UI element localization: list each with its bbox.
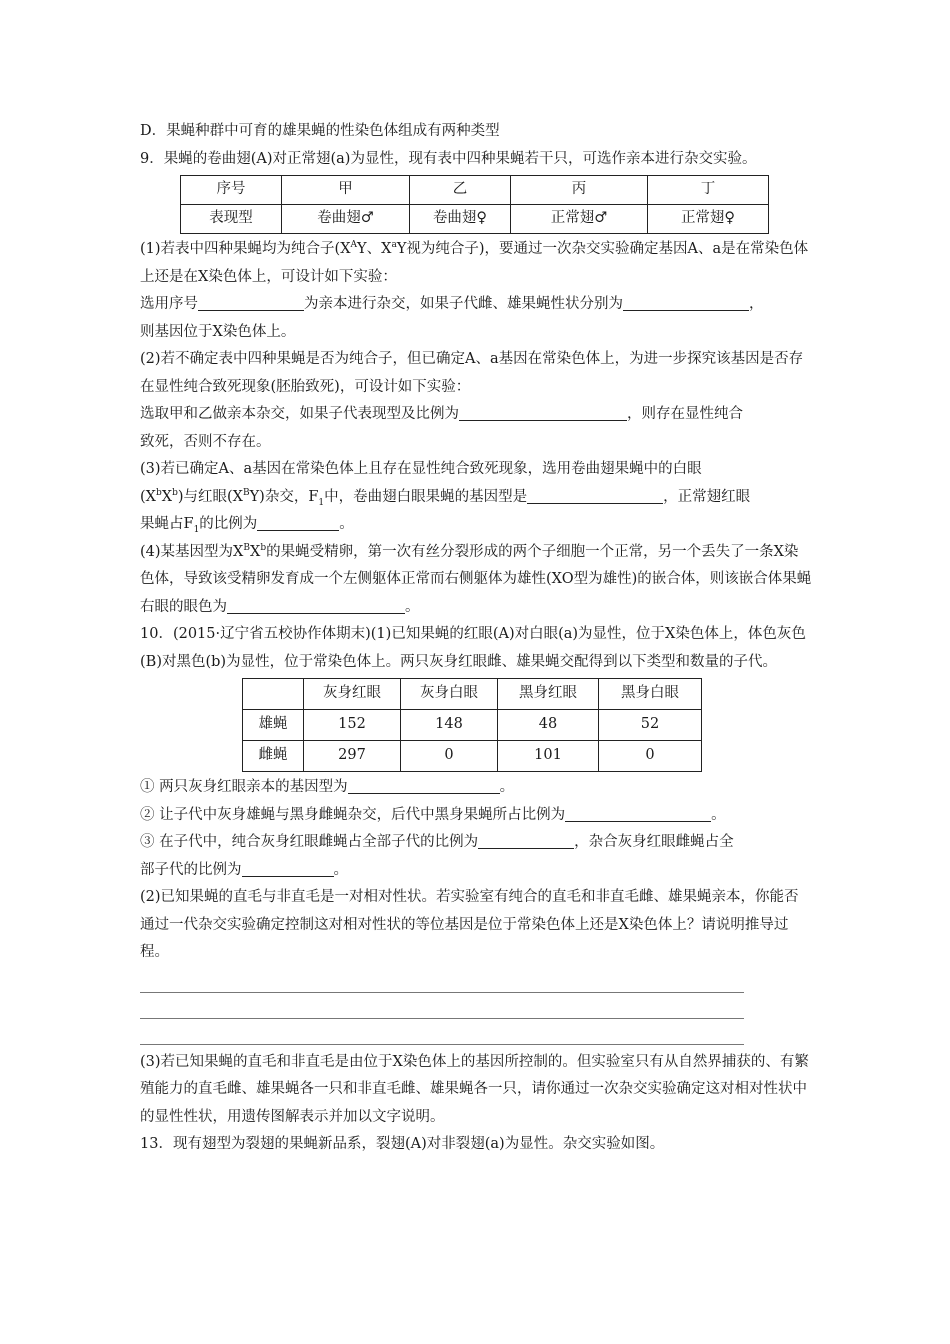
text-run: 为亲本进行杂交，如果子代雌、雄果蝇性状分别为 [304, 296, 623, 312]
document-page [140, 118, 812, 1159]
table-cell: 101 [498, 741, 599, 772]
superscript: b [172, 487, 178, 498]
table-row [181, 176, 769, 205]
question-9-part-4 [140, 539, 812, 622]
answer-blank[interactable] [459, 402, 627, 421]
question-9-part-1-answer [140, 291, 812, 319]
text-run: 。 [339, 516, 354, 532]
text-run: 。 [405, 598, 420, 615]
text-run: ③ 在子代中，纯合灰身红眼雌蝇占全部子代的比例为 [140, 834, 479, 850]
text-run: 果蝇占F [140, 516, 194, 532]
text-run: )与红眼(X [177, 488, 243, 505]
text-run: 。 [711, 806, 726, 823]
table-cell: 卷曲翅♀ [410, 205, 511, 234]
text-run: ，则存在显性纯合 [627, 406, 743, 422]
question-9-part-1 [140, 236, 812, 291]
question-9-table [180, 175, 769, 234]
answer-blank[interactable] [227, 595, 405, 614]
text-run: ， [749, 296, 764, 312]
question-10-part-3: (3)若已知果蝇的直毛和非直毛是由位于X染色体上的基因所控制的。但实验室只有从自然界捕获的、有繁殖能力的直毛雌、雄果蝇各一只和非直毛雌、雄果蝇各一只，请你通过一次杂交实验确定这对相对性状中的显性性状，用遗传图解表示并加以文字说明。 [140, 1053, 809, 1125]
question-10-table [242, 678, 702, 772]
table-cell: 丁 [648, 176, 769, 205]
text-run: Y)杂交，F [249, 488, 319, 505]
text-run: ，杂合灰身红眼雌蝇占全 [574, 834, 734, 850]
question-10-part-2: (2)已知果蝇的直毛与非直毛是一对相对性状。若实验室有纯合的直毛和非直毛雌、雄果蝇亲本，你能否通过一代杂交实验确定控制这对相对性状的等位基因是位于常染色体上还是X染色体上？请说明推导过程。 [140, 889, 799, 960]
text-run: ① 两只灰身红眼亲本的基因型为 [140, 779, 348, 795]
question-10-part-1-2 [140, 802, 812, 830]
table-cell: 正常翅♂ [511, 205, 648, 234]
text-run: (X [140, 488, 156, 505]
text-run: X [161, 488, 173, 505]
answer-blank[interactable] [623, 292, 749, 311]
text-run: ② 让子代中灰身雄蝇与黑身雌蝇杂交，后代中黑身果蝇所占比例为 [140, 806, 566, 823]
table-cell: 152 [304, 710, 401, 741]
table-cell: 表现型 [181, 205, 282, 234]
superscript: a [391, 240, 397, 251]
text-run: Y视为纯合子)，要通过一次杂交实验确定基因A、a是在常染色体上还是在X染色体上，可设计如下实验： [140, 241, 809, 285]
table-cell: 297 [304, 741, 401, 772]
table-cell: 雄蝇 [243, 710, 304, 741]
question-9-stem: 9．果蝇的卷曲翅(A)对正常翅(a)为显性，现有表中四种果蝇若干只，可选作亲本进行杂交实验。 [140, 150, 757, 167]
answer-blank[interactable] [478, 830, 574, 849]
table-cell: 卷曲翅♂ [282, 205, 410, 234]
table-row [243, 679, 702, 710]
table-cell: 正常翅♀ [648, 205, 769, 234]
table-cell: 0 [599, 741, 702, 772]
answer-blank[interactable] [198, 292, 304, 311]
text-run: (3)若已确定A、a基因在常染色体上且存在显性纯合致死现象，选用卷曲翅果蝇中的白眼 [140, 461, 702, 477]
answer-blank[interactable] [257, 512, 339, 531]
text-run: X [250, 543, 261, 560]
table-row [243, 710, 702, 741]
text-run: (1)若表中四种果蝇均为纯合子(X [140, 241, 351, 257]
question-10-part-1-3 [140, 829, 812, 884]
text-run: (4)某基因型为X [140, 543, 244, 560]
table-cell: 甲 [282, 176, 410, 205]
answer-line[interactable] [140, 993, 744, 1019]
table-cell: 148 [401, 710, 498, 741]
question-9-part-2-answer [140, 401, 812, 429]
table-cell: 0 [401, 741, 498, 772]
table-cell: 雌蝇 [243, 741, 304, 772]
option-d: D．果蝇种群中可育的雄果蝇的性染色体组成有两种类型 [140, 123, 500, 139]
table-cell: 灰身白眼 [401, 679, 498, 710]
question-9-part-2: (2)若不确定表中四种果蝇是否为纯合子，但已确定A、a基因在常染色体上，为进一步探究该基因是否存在显性纯合致死现象(胚胎致死)，可设计如下实验： [140, 351, 804, 395]
text-run: Y、X [357, 241, 392, 257]
superscript: B [243, 542, 250, 553]
question-9-part-2-conclusion: 致死，否则不存在。 [140, 433, 271, 450]
table-cell: 黑身红眼 [498, 679, 599, 710]
table-cell: 乙 [410, 176, 511, 205]
question-13-stem: 13．现有翅型为裂翅的果蝇新品系，裂翅(A)对非裂翅(a)为显性。杂交实验如图。 [140, 1136, 665, 1152]
table-cell: 丙 [511, 176, 648, 205]
question-10-part-1-1 [140, 774, 812, 802]
text-run: 部子代的比例为 [140, 861, 242, 878]
text-run: 的果蝇受精卵，第一次有丝分裂形成的两个子细胞一个正常，另一个丢失了一条X染色体，导致该受精卵发育成一个左侧躯体正常而右侧躯体为雄性(XO型为雄性)的嵌合体，则该嵌合体果蝇右眼的眼色为 [140, 543, 812, 615]
text-run: 选用序号 [140, 296, 198, 312]
question-9-part-3 [140, 456, 812, 539]
answer-blank[interactable] [565, 803, 711, 822]
text-run: 的比例为 [199, 516, 258, 532]
text-run: 选取甲和乙做亲本杂交，如果子代表现型及比例为 [140, 406, 459, 422]
superscript: b [260, 542, 267, 553]
table-cell: 48 [498, 710, 599, 741]
table-cell: 黑身白眼 [599, 679, 702, 710]
answer-blank[interactable] [527, 485, 663, 504]
answer-blank[interactable] [348, 775, 500, 794]
table-row [181, 205, 769, 234]
question-10-stem: 10．(2015·辽宁省五校协作体期末)(1)已知果蝇的红眼(A)对白眼(a)为显性，位于X染色体上，体色灰色(B)对黑色(b)为显性，位于常染色体上。两只灰身红眼雌、雄果蝇交配得到以下类型和数量的子代。 [140, 626, 806, 670]
table-cell: 灰身红眼 [304, 679, 401, 710]
superscript: B [242, 487, 250, 498]
text-run: 。 [499, 779, 515, 795]
answer-blank[interactable] [242, 858, 334, 877]
text-run: 。 [333, 861, 348, 878]
text-run: ，正常翅红眼 [663, 488, 751, 505]
question-9-part-1-conclusion: 则基因位于X染色体上。 [140, 323, 296, 340]
table-cell: 52 [599, 710, 702, 741]
superscript: b [155, 487, 162, 498]
subscript: 1 [193, 524, 200, 535]
answer-line[interactable] [140, 967, 744, 993]
answer-line[interactable] [140, 1019, 744, 1045]
text-run: 中，卷曲翅白眼果蝇的基因型是 [324, 488, 528, 505]
table-row [243, 741, 702, 772]
table-cell [243, 679, 304, 710]
subscript: 1 [318, 497, 325, 508]
table-cell: 序号 [181, 176, 282, 205]
superscript: A [350, 240, 358, 251]
